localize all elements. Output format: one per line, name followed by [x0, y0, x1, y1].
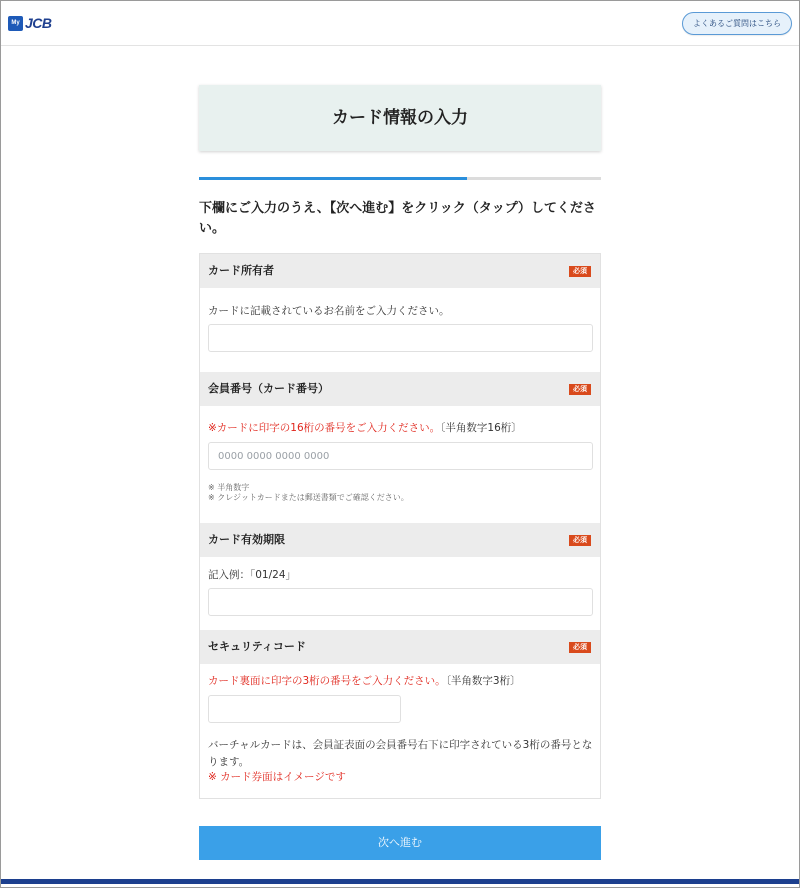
card-number-label: 会員番号（カード番号） — [208, 382, 329, 395]
card-holder-input[interactable] — [208, 324, 593, 352]
card-number-description-red: ※カードに印字の16桁の番号をご入力ください。 — [208, 422, 441, 434]
expiry-input[interactable] — [208, 588, 593, 616]
section-header-card-number — [200, 372, 600, 406]
card-info-form — [199, 253, 601, 799]
security-code-description — [208, 674, 521, 688]
expiry-label: カード有効期限 — [208, 533, 285, 546]
card-holder-label: カード所有者 — [208, 264, 274, 277]
instruction-text: 下欄にご入力のうえ、【次へ進む】をクリック（タップ）してください。 — [199, 201, 596, 236]
security-code-label: セキュリティコード — [208, 640, 306, 653]
myjcb-logo[interactable] — [8, 15, 52, 31]
card-holder-description: カードに記載されているお名前をご入力ください。 — [208, 305, 450, 317]
section-header-expiry — [200, 523, 600, 557]
required-badge: 必須 — [569, 384, 591, 395]
card-number-note-2: ※ クレジットカードまたは郵送書類でご確認ください。 — [208, 493, 409, 502]
card-image-note: ※ カード券面はイメージです — [208, 771, 346, 783]
required-badge: 必須 — [569, 535, 591, 546]
security-code-description-red: カード裏面に印字の3桁の番号をご入力ください。 — [208, 675, 446, 687]
footer-bar — [1, 879, 799, 884]
progress-fill — [199, 177, 467, 180]
card-number-input[interactable] — [208, 442, 593, 470]
section-header-card-holder — [200, 254, 600, 288]
card-number-description — [208, 421, 522, 435]
required-badge: 必須 — [569, 642, 591, 653]
card-number-description-suffix: 〔半角数字16桁〕 — [440, 422, 522, 434]
card-number-note-1: ※ 半角数字 — [208, 483, 250, 492]
section-header-security-code — [200, 630, 600, 664]
expiry-description: 記入例：「01/24」 — [208, 569, 297, 581]
progress-bar — [199, 177, 601, 180]
required-badge: 必須 — [569, 266, 591, 277]
site-header — [1, 1, 799, 46]
next-button[interactable]: 次へ進む — [199, 826, 601, 860]
logo-text: JCB — [25, 15, 52, 31]
security-code-description-suffix: 〔半角数字3桁〕 — [445, 675, 521, 687]
security-code-input[interactable] — [208, 695, 401, 723]
security-code-note: バーチャルカードは、会員証表面の会員番号右下に印字されている3桁の番号となります。 — [208, 739, 593, 768]
logo-badge: My — [8, 16, 23, 31]
page-title: カード情報の入力 — [199, 85, 601, 151]
faq-button[interactable]: よくあるご質問はこちら — [682, 12, 792, 35]
